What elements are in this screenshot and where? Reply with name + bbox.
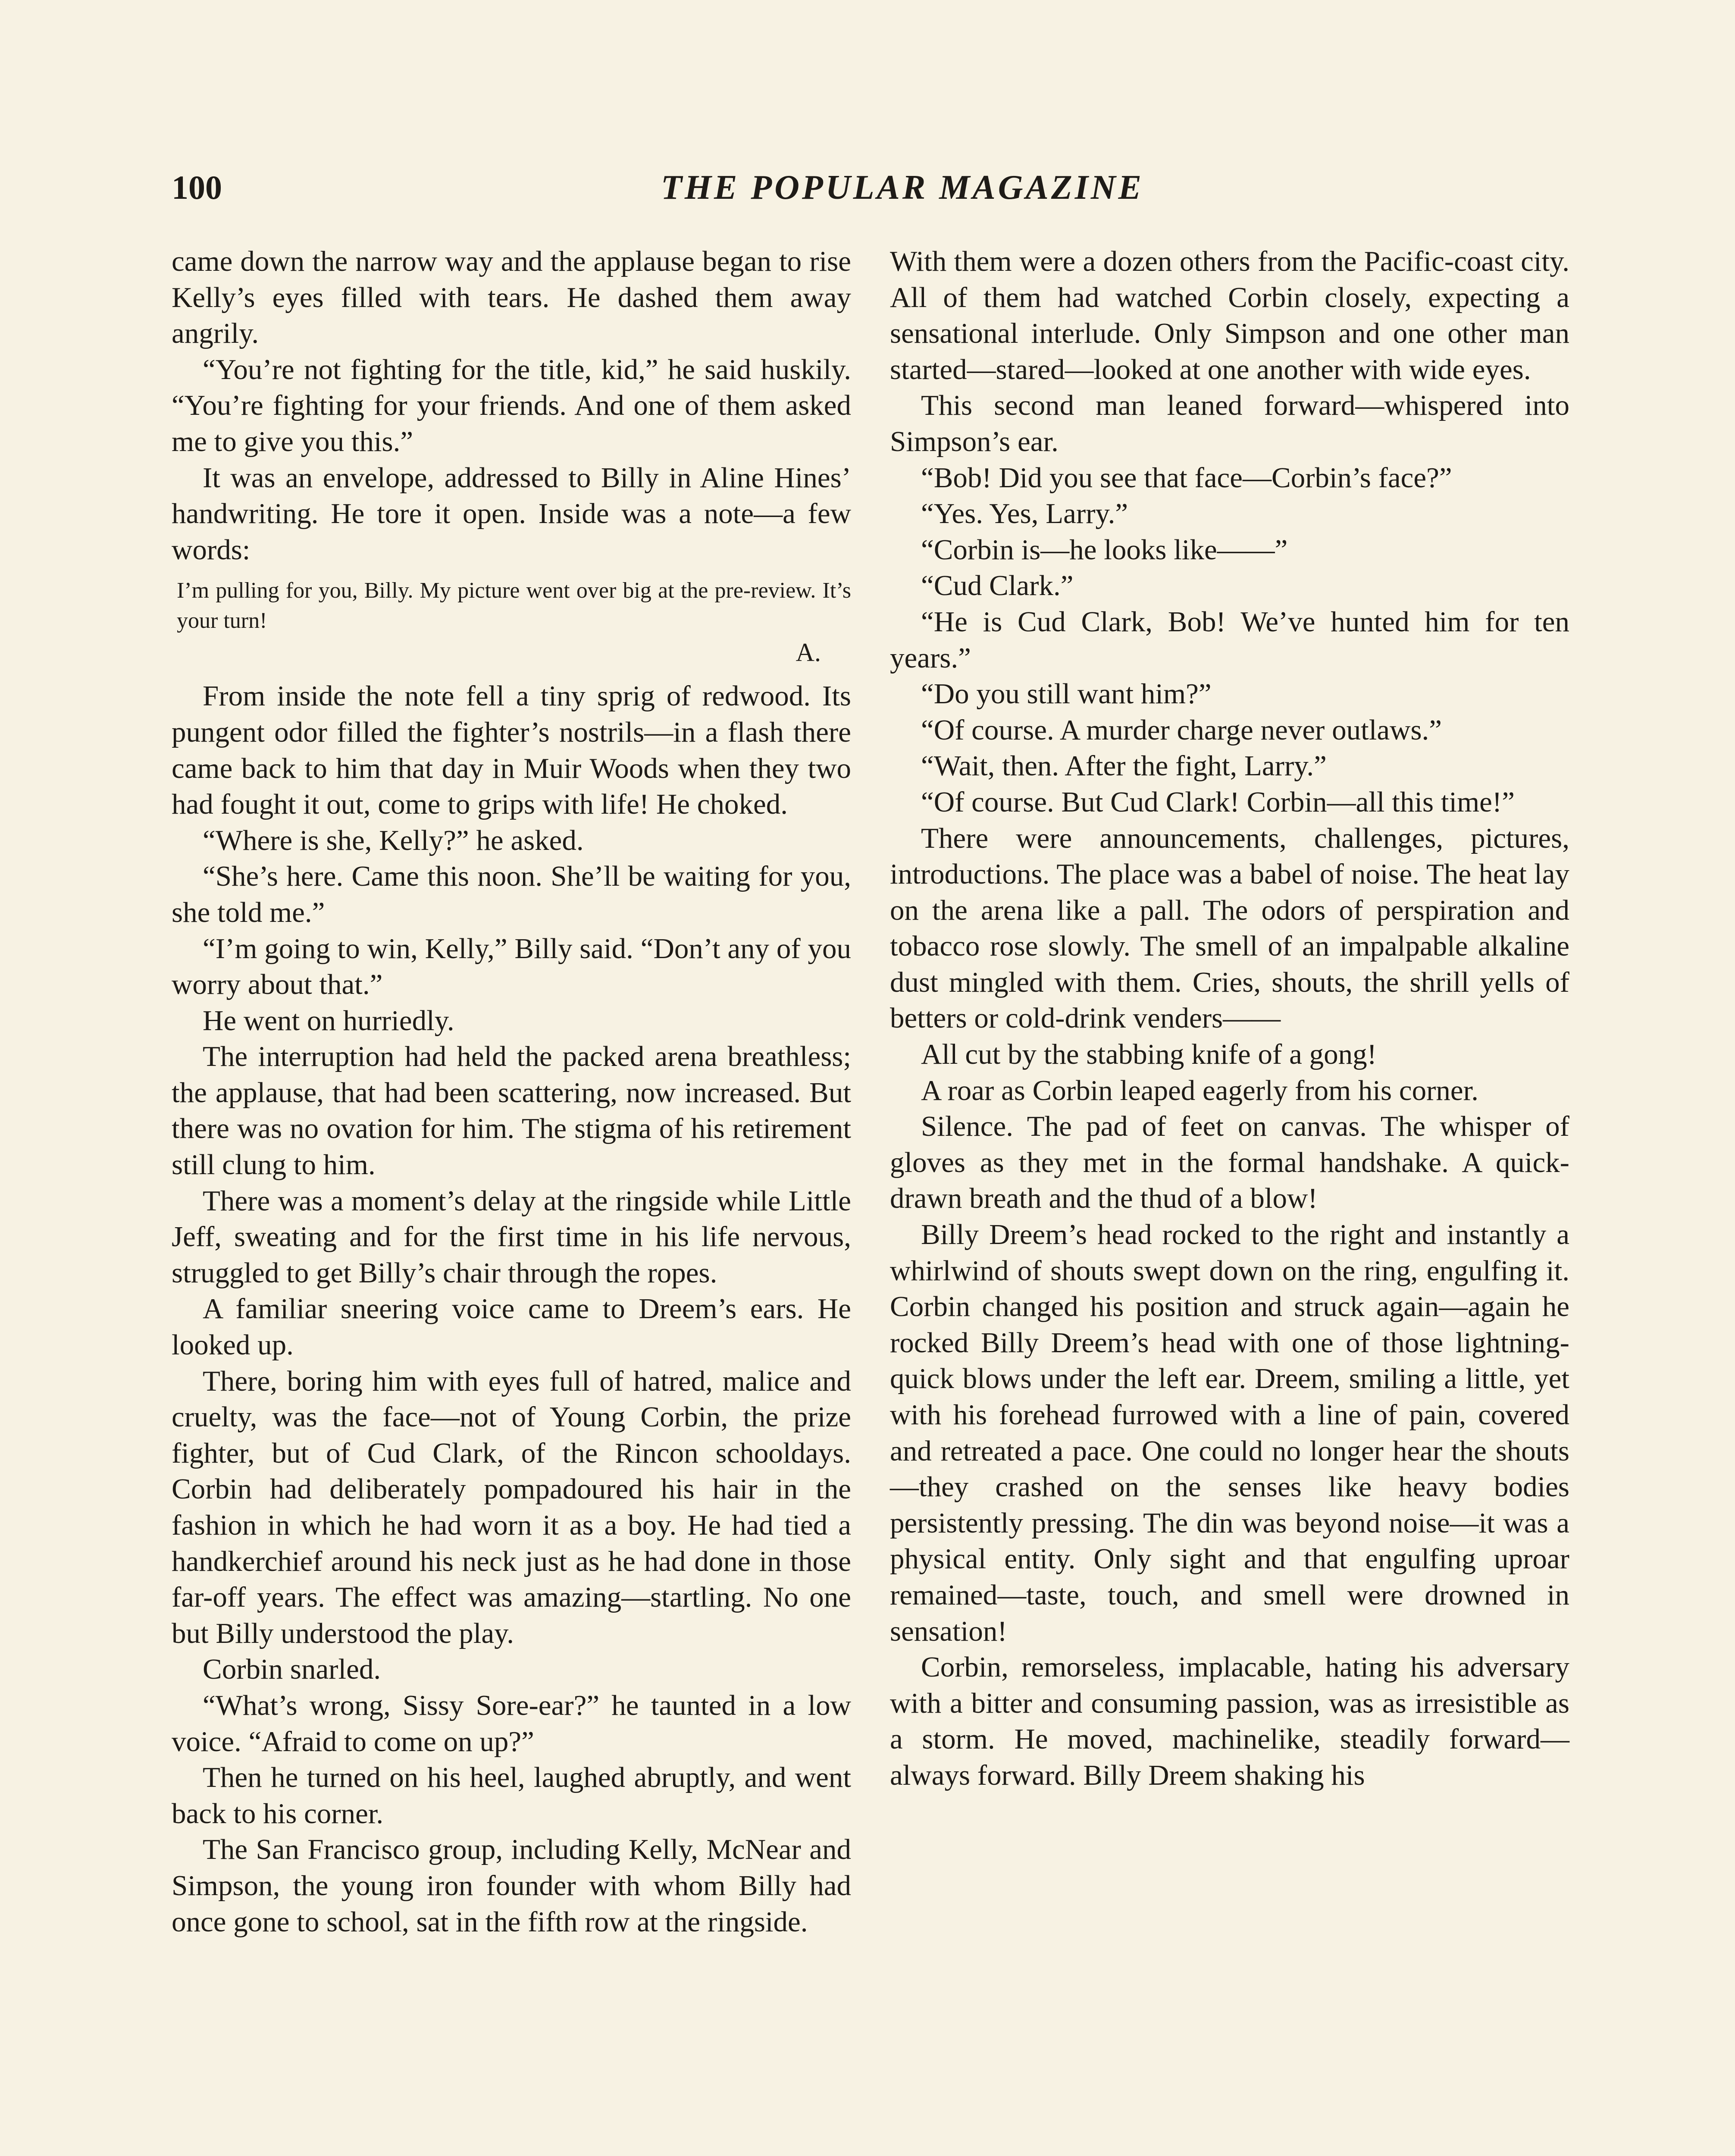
note-signature: A.	[795, 638, 821, 667]
right-column	[890, 244, 1569, 1794]
paragraph: He went on hurriedly.	[203, 1004, 454, 1037]
paragraph: The San Francisco group, including Kelly, McNear and Simpson, the young iron founder with whom Billy had once gone to school, sat in the fifth row at the ringside.	[172, 1833, 851, 1938]
paragraph: Silence. The pad of feet on canvas. The whisper of gloves as they met in the formal handshake. A quick-drawn breath and the thud of a blow!	[890, 1110, 1569, 1215]
paragraph: There, boring him with eyes full of hatred, malice and cruelty, was the face—not of Young Corbin, the prize fighter, but of Cud Clark, of the Rincon schooldays. Corbin had deliberately pompadoured his hair in the fashion in which he had worn it as a boy. He had tied a handkerchief around his neck just as he had done in those far-off years. The effect was amazing—startling. No one but Billy understood the play.	[172, 1365, 851, 1649]
paragraph: A roar as Corbin leaped eagerly from his corner.	[921, 1074, 1479, 1106]
paragraph: “He is Cud Clark, Bob! We’ve hunted him for ten years.”	[890, 605, 1569, 674]
paragraph: There was a moment’s delay at the ringside while Little Jeff, sweating and for the first time in his life nervous, struggled to get Billy’s chair through the ropes.	[172, 1185, 851, 1289]
page-number: 100	[172, 169, 222, 206]
paragraph: The interruption had held the packed arena breathless; the applause, that had been scattering, now increased. But there was no ovation for him. The stigma of his retirement still clung to him.	[172, 1040, 851, 1181]
paragraph: “You’re not fighting for the title, kid,” he said huskily. “You’re fighting for your friends. And one of them asked me to give you this.”	[172, 353, 851, 458]
note-text: I’m pulling for you, Billy. My picture went over big at the pre-review. It’s your turn!	[177, 578, 851, 633]
paragraph: There were announcements, challenges, pictures, introductions. The place was a babel of noise. The heat lay on the arena like a pall. The odors of perspiration and tobacco rose slowly. The smell of an impalpable alkaline dust mingled with them. Cries, shouts, the shrill yells of betters or cold-drink venders——	[890, 822, 1569, 1034]
handwritten-note	[177, 576, 851, 669]
paragraph: Corbin snarled.	[203, 1653, 381, 1686]
paragraph: “What’s wrong, Sissy Sore-ear?” he taunted in a low voice. “Afraid to come on up?”	[172, 1689, 851, 1758]
paragraph: “She’s here. Came this noon. She’ll be waiting for you, she told me.”	[172, 860, 851, 928]
paragraph: came down the narrow way and the applause began to rise Kelly’s eyes filled with tears. He dashed them away angrily.	[172, 245, 851, 350]
paragraph: “Do you still want him?”	[921, 678, 1212, 710]
paragraph: “Wait, then. After the fight, Larry.”	[921, 750, 1327, 782]
running-title: THE POPULAR MAGAZINE	[661, 169, 1144, 207]
paragraph: Billy Dreem’s head rocked to the right and instantly a whirlwind of shouts swept down on the ring, engulfing it. Corbin changed his position and struck again—again he rocked Billy Dreem’s head with one of those lightning-quick blows under the left ear. Dreem, smiling a little, yet with his forehead furrowed with a line of pain, covered and retreated a pace. One could no longer hear the shouts—they crashed on the senses like heavy bodies persistently pressing. The din was beyond noise—it was a physical entity. Only sight and that engulfing uproar remained—taste, touch, and smell were drowned in sensation!	[890, 1219, 1569, 1647]
paragraph: A familiar sneering voice came to Dreem’s ears. He looked up.	[172, 1293, 851, 1361]
paragraph: “Cud Clark.”	[921, 570, 1074, 602]
paragraph: “Where is she, Kelly?” he asked.	[203, 824, 584, 856]
paragraph: “Corbin is—he looks like——”	[921, 533, 1288, 566]
left-column	[172, 244, 851, 1940]
paragraph: With them were a dozen others from the Pacific-coast city. All of them had watched Corbin closely, expecting a sensational interlude. Only Simpson and one other man started—stared—looked at one another with wide eyes.	[890, 245, 1569, 385]
paragraph: “Yes. Yes, Larry.”	[921, 498, 1128, 530]
paragraph: “Bob! Did you see that face—Corbin’s face?”	[921, 461, 1452, 494]
paragraph: It was an envelope, addressed to Billy in Aline Hines’ handwriting. He tore it open. Inside was a note—a few words:	[172, 461, 851, 566]
paragraph: “I’m going to win, Kelly,” Billy said. “Don’t any of you worry about that.”	[172, 932, 851, 1001]
page-header	[172, 164, 1582, 211]
paragraph: Corbin, remorseless, implacable, hating his adversary with a bitter and consuming passion, was as irresistible as a storm. He moved, machinelike, steadily forward—always forward. Billy Dreem shaking his	[890, 1651, 1569, 1791]
paragraph: All cut by the stabbing knife of a gong!	[921, 1038, 1377, 1071]
paragraph: Then he turned on his heel, laughed abruptly, and went back to his corner.	[172, 1761, 851, 1830]
paragraph: From inside the note fell a tiny sprig of redwood. Its pungent odor filled the fighter’s nostrils—in a flash there came back to him that day in Muir Woods when they two had fought it out, come to grips with life! He choked.	[172, 680, 851, 821]
paragraph: This second man leaned forward—whispered into Simpson’s ear.	[890, 389, 1569, 458]
paragraph: “Of course. A murder charge never outlaws.”	[921, 714, 1442, 746]
paragraph: “Of course. But Cud Clark! Corbin—all this time!”	[921, 786, 1515, 818]
